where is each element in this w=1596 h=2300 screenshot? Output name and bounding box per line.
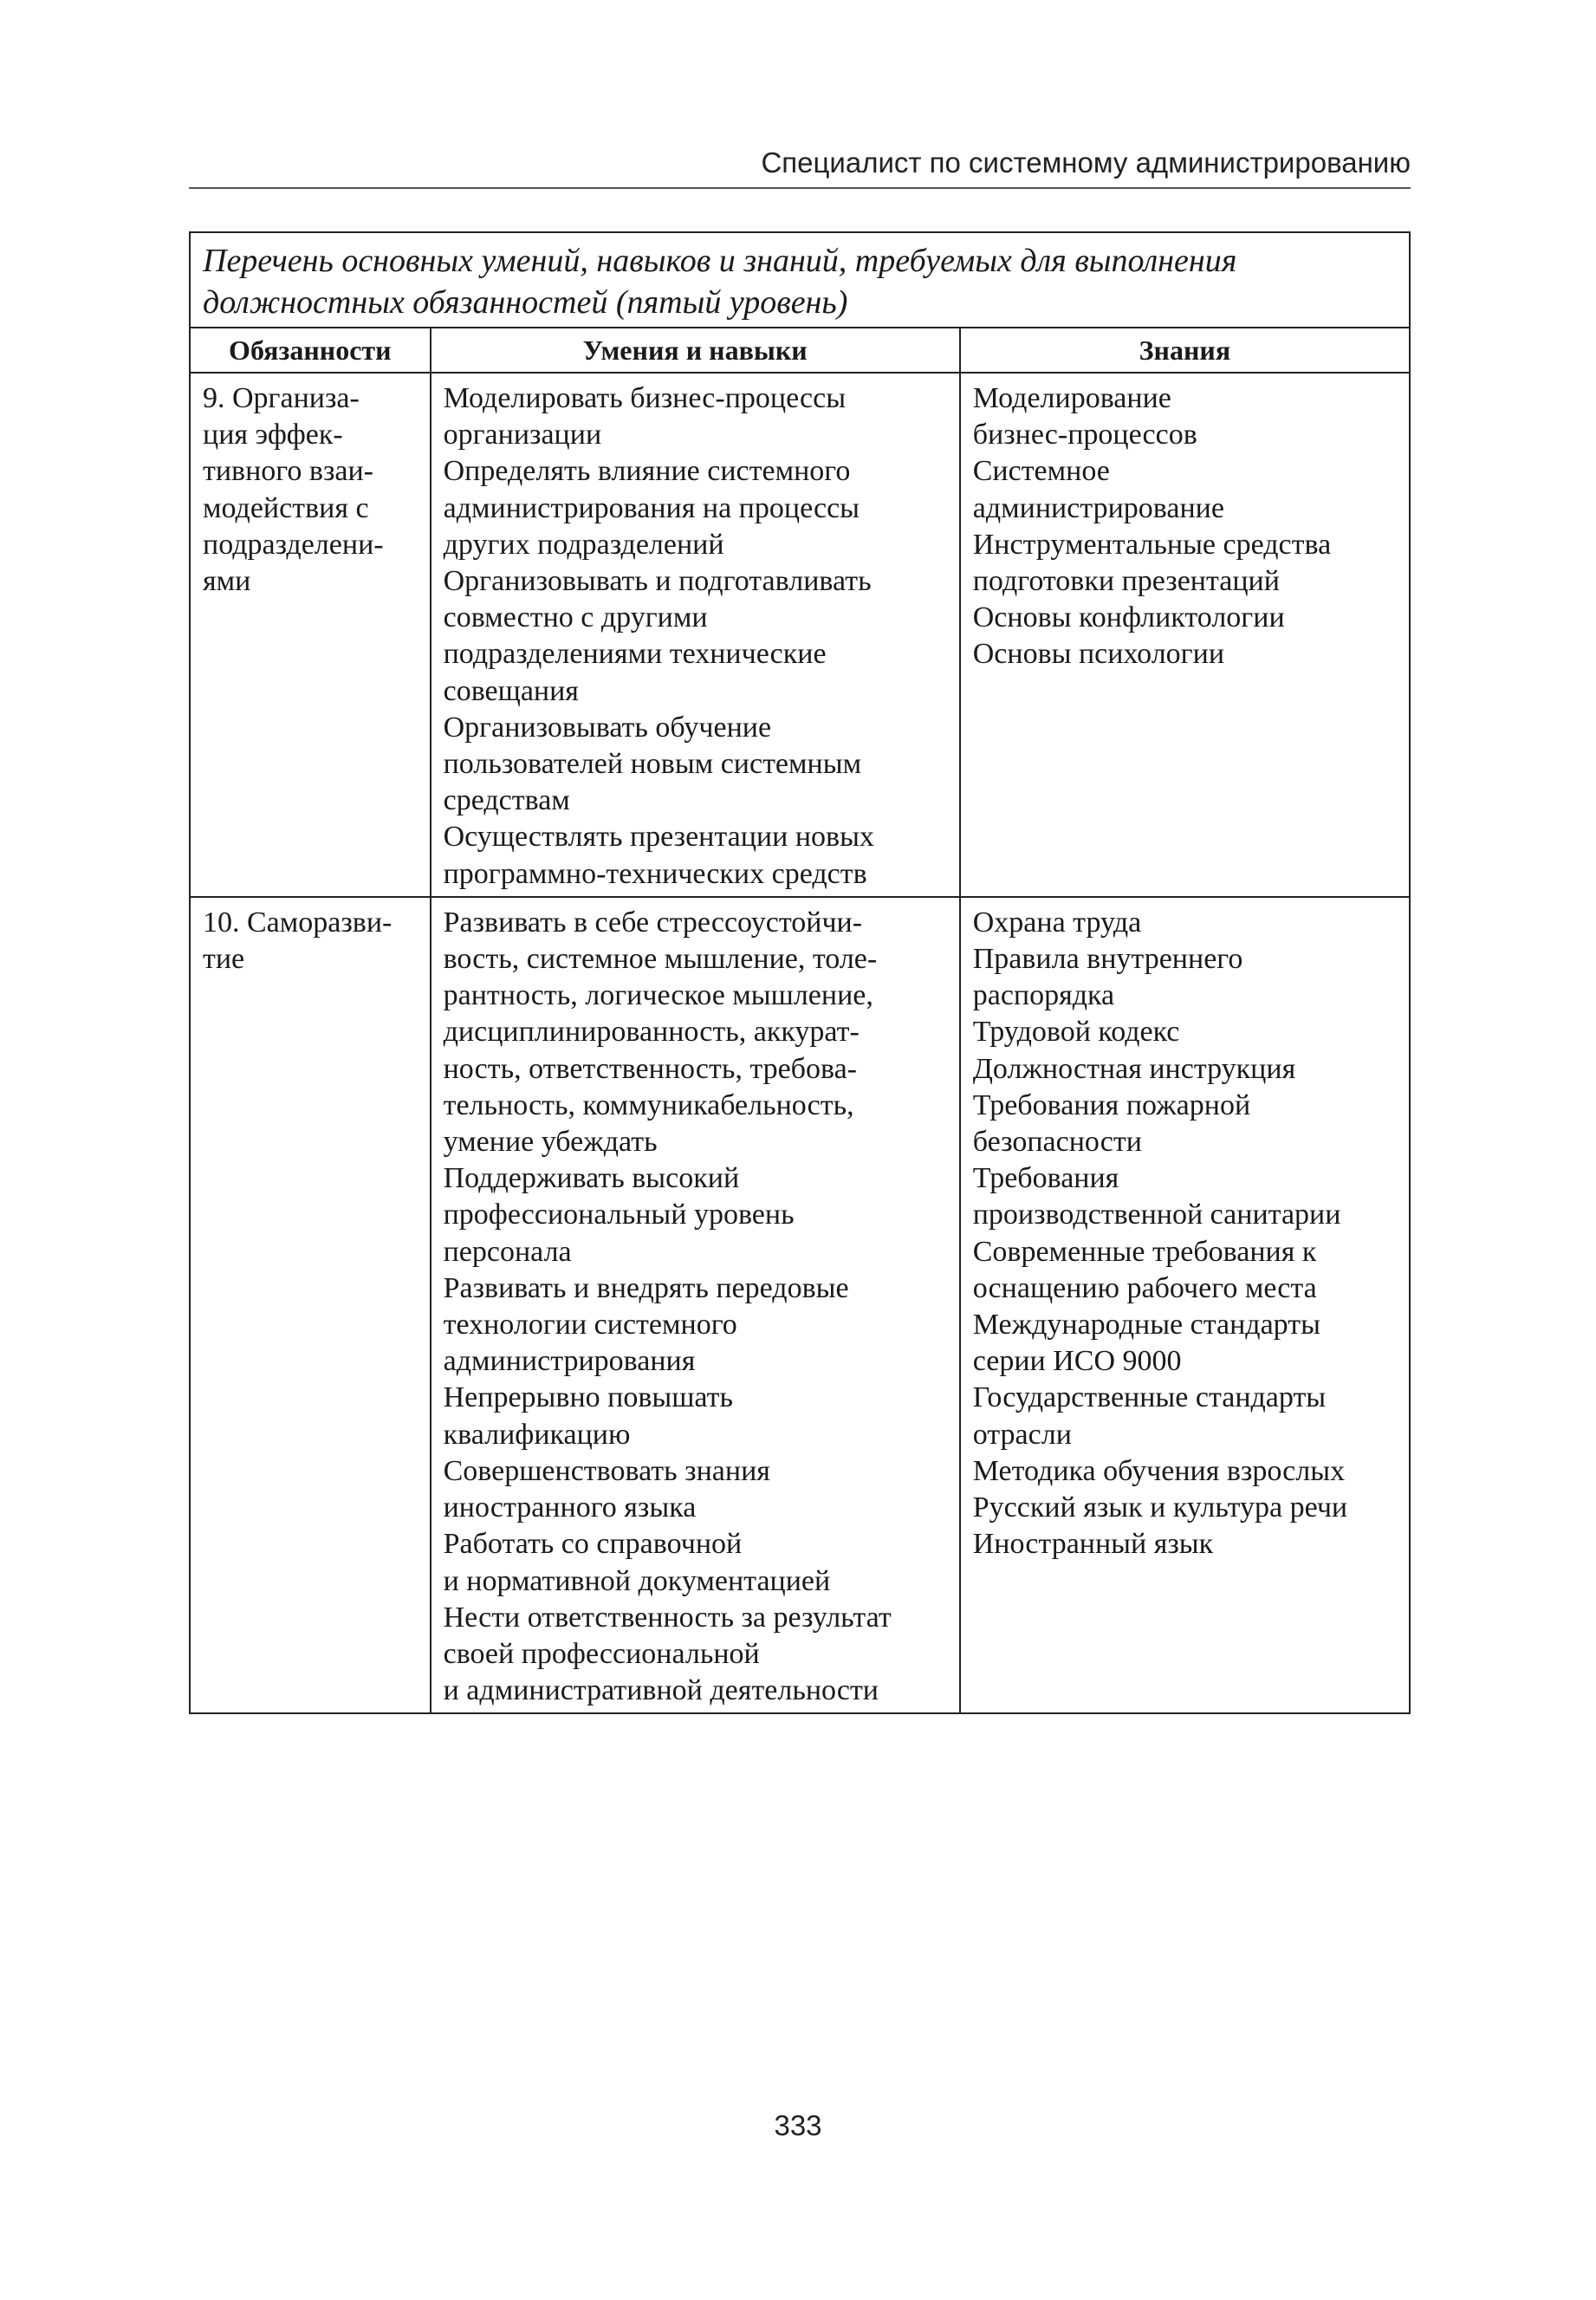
skills-line: администрирования на процессы	[443, 491, 860, 524]
skills-line: Организовывать обучение	[443, 711, 772, 744]
skills-line: тельность, коммуникабельность,	[443, 1088, 854, 1121]
knowledge-line: Современные требования к	[972, 1235, 1317, 1268]
knowledge-line: производственной санитарии	[972, 1199, 1341, 1231]
knowledge-line: Иностранный язык	[972, 1528, 1214, 1561]
skills-line: Работать со справочной	[443, 1528, 743, 1561]
duty-line: модействия с	[203, 491, 369, 524]
skills-line: организации	[443, 419, 602, 452]
skills-line: Совершенствовать знания	[443, 1454, 770, 1487]
knowledge-line: оснащению рабочего места	[972, 1271, 1317, 1304]
duty-line: ция эффек-	[203, 419, 343, 452]
skills-line: Поддерживать высокий	[443, 1162, 740, 1195]
knowledge-line: отрасли	[972, 1418, 1072, 1451]
skills-line: совместно с другими	[443, 601, 708, 634]
skills-line: Организовывать и подготавливать	[443, 565, 872, 598]
duty-cell	[190, 373, 431, 897]
skills-line: администрирования	[443, 1345, 696, 1378]
knowledge-line: распорядка	[972, 979, 1115, 1012]
skills-line: программно-технических средств	[443, 857, 867, 890]
duty-line: 10. Саморазви-	[203, 906, 393, 939]
skills-line: персонала	[443, 1235, 572, 1268]
knowledge-line: Должностная инструкция	[972, 1052, 1296, 1085]
knowledge-line: Инструментальные средства	[972, 528, 1332, 561]
knowledge-line: Основы конфликтологии	[972, 601, 1285, 634]
skills-line: квалификацию	[443, 1418, 631, 1451]
skills-cell	[431, 373, 960, 897]
table-caption	[190, 232, 1410, 328]
caption-line: должностных обязанностей (пятый уровень)	[203, 284, 848, 321]
skills-line: Непрерывно повышать	[443, 1381, 733, 1414]
duty-line: тивного взаи-	[203, 455, 373, 488]
skills-line: вость, системное мышление, толе-	[443, 943, 878, 976]
knowledge-line: Государственные стандарты	[972, 1381, 1327, 1414]
knowledge-line: Моделирование	[972, 382, 1171, 414]
table-row	[190, 373, 1410, 897]
skills-line: иностранного языка	[443, 1491, 697, 1524]
skills-line: рантность, логическое мышление,	[443, 979, 873, 1012]
skills-line: средствам	[443, 784, 570, 817]
knowledge-line: администрирование	[972, 491, 1224, 524]
caption-line: Перечень основных умений, навыков и знаний, требуемых для выполнения	[203, 243, 1237, 279]
knowledge-cell	[960, 373, 1410, 897]
column-header-knowledge: Знания	[960, 328, 1410, 373]
table-row	[190, 897, 1410, 1713]
duty-line: подразделени-	[203, 528, 384, 561]
knowledge-line: Международные стандарты	[972, 1309, 1320, 1342]
knowledge-line: бизнес-процессов	[972, 419, 1197, 452]
skills-line: и нормативной документацией	[443, 1564, 831, 1597]
skills-line: подразделениями технические	[443, 638, 827, 671]
duty-line: тие	[203, 943, 245, 976]
knowledge-line: подготовки презентаций	[972, 565, 1280, 598]
skills-line: Развивать и внедрять передовые	[443, 1271, 849, 1304]
skills-line: и административной деятельности	[443, 1674, 879, 1707]
knowledge-line: Основы психологии	[972, 638, 1225, 671]
column-header-duties: Обязанности	[190, 328, 431, 373]
skills-line: Определять влияние системного	[443, 455, 851, 488]
duty-line: ями	[203, 565, 251, 598]
skills-line: совещания	[443, 674, 579, 707]
skills-line: Моделировать бизнес-процессы	[443, 382, 847, 414]
skills-line: ность, ответственность, требова-	[443, 1052, 858, 1085]
skills-line: умение убеждать	[443, 1126, 658, 1159]
skills-line: Развивать в себе стрессоустойчи-	[443, 906, 863, 939]
skills-line: технологии системного	[443, 1309, 737, 1342]
skills-cell	[431, 897, 960, 1713]
skills-line: профессиональный уровень	[443, 1199, 795, 1231]
knowledge-cell	[960, 897, 1410, 1713]
knowledge-line: Требования пожарной	[972, 1088, 1251, 1121]
table-header-row	[190, 328, 1410, 373]
knowledge-line: Русский язык и культура речи	[972, 1491, 1348, 1524]
table-caption-row	[190, 232, 1410, 328]
competency-table	[189, 231, 1411, 1714]
knowledge-line: Трудовой кодекс	[972, 1016, 1180, 1049]
knowledge-line: безопасности	[972, 1126, 1142, 1159]
knowledge-line: Методика обучения взрослых	[972, 1454, 1346, 1487]
column-header-skills: Умения и навыки	[431, 328, 960, 373]
skills-line: пользователей новым системным	[443, 748, 862, 781]
skills-line: Осуществлять презентации новых	[443, 821, 874, 854]
skills-line: своей профессиональной	[443, 1637, 760, 1670]
skills-line: Нести ответственность за результат	[443, 1601, 892, 1634]
duty-line: 9. Организа-	[203, 382, 360, 414]
skills-line: других подразделений	[443, 528, 724, 561]
duty-cell	[190, 897, 431, 1713]
knowledge-line: Требования	[972, 1162, 1119, 1195]
skills-line: дисциплинированность, аккурат-	[443, 1016, 860, 1049]
page-number: 333	[774, 2109, 822, 2141]
knowledge-line: Охрана труда	[972, 906, 1142, 939]
knowledge-line: серии ИСО 9000	[972, 1345, 1182, 1378]
knowledge-line: Системное	[972, 455, 1110, 488]
running-head: Специалист по системному администрированию	[189, 139, 1411, 189]
knowledge-line: Правила внутреннего	[972, 943, 1243, 976]
